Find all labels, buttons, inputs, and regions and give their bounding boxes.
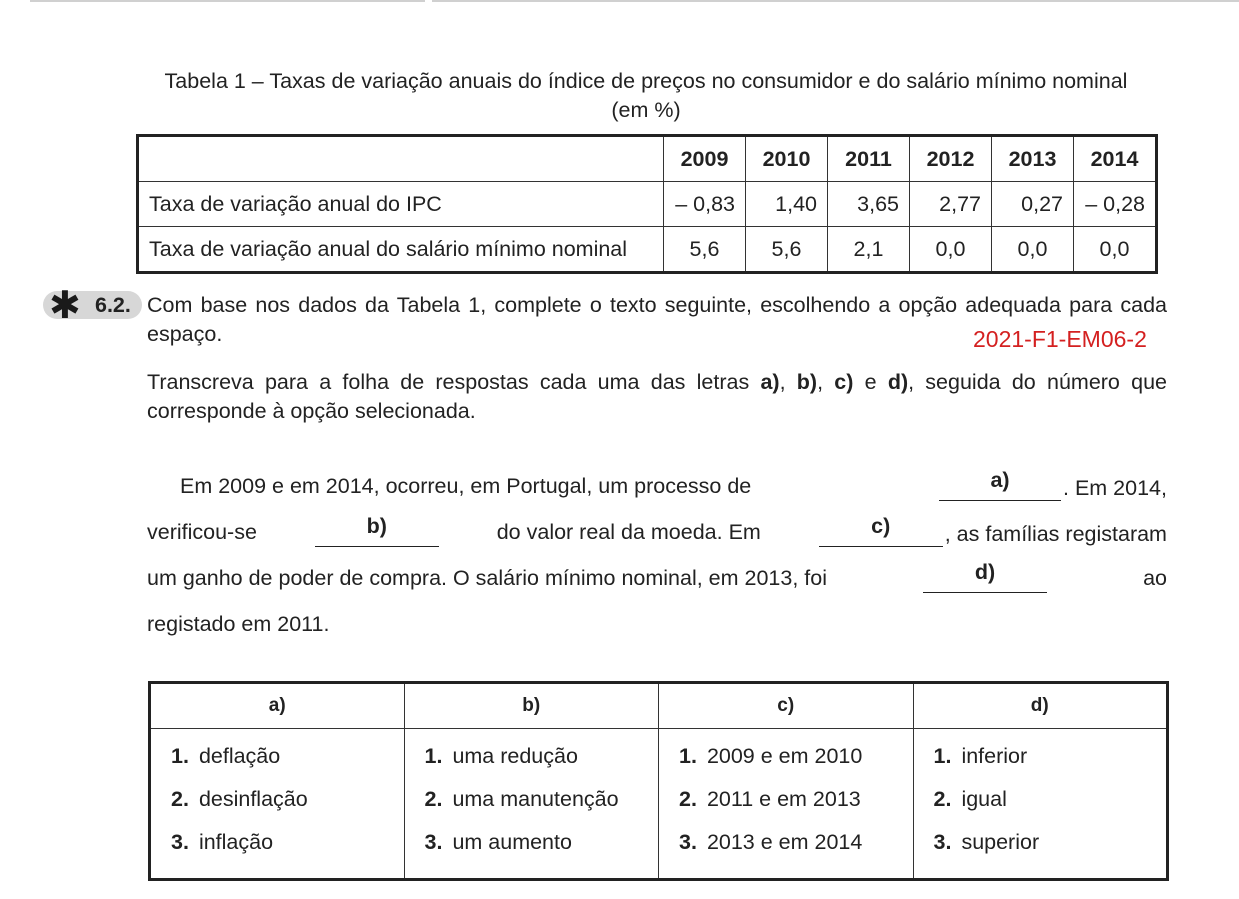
option-item xyxy=(934,741,1167,784)
option-text: 2009 e em 2010 xyxy=(706,744,863,768)
asterisk-icon: ✱ xyxy=(49,285,81,327)
option-text: uma manutenção xyxy=(452,787,619,811)
top-divider-right xyxy=(432,0,1239,2)
fill-segment: ao xyxy=(1143,566,1167,590)
letter: a) xyxy=(760,370,780,394)
options-header: d) xyxy=(913,683,1168,729)
option-text: uma redução xyxy=(452,744,578,768)
table-cell: – 0,28 xyxy=(1074,182,1157,227)
option-number: 1. xyxy=(424,744,443,768)
fill-segment: , as famílias registaram xyxy=(944,522,1167,546)
table-header-row xyxy=(138,136,1157,182)
blank-label: c) xyxy=(871,514,891,538)
table-cell: 2,77 xyxy=(910,182,992,227)
option-item xyxy=(679,741,913,784)
blank-label: b) xyxy=(366,514,387,538)
table-cell: 0,0 xyxy=(1074,227,1157,273)
question-number: 6.2. xyxy=(95,293,131,317)
letter: b) xyxy=(796,370,818,394)
options-header-row xyxy=(150,683,1168,729)
fill-segment: um ganho de poder de compra. O salário mínimo nominal, em 2013, foi xyxy=(147,566,828,590)
option-item xyxy=(171,827,404,870)
letter: c) xyxy=(834,370,854,394)
option-item xyxy=(679,784,913,827)
table-cell: 0,0 xyxy=(910,227,992,273)
options-column-c xyxy=(659,729,914,880)
option-text: superior xyxy=(961,830,1040,854)
top-divider-left xyxy=(30,0,425,2)
option-text: 2013 e em 2014 xyxy=(706,830,863,854)
option-text: inflação xyxy=(198,830,274,854)
table-cell: 2,1 xyxy=(828,227,910,273)
fill-segment: Em 2009 e em 2014, ocorreu, em Portugal, um processo de xyxy=(180,474,752,498)
fill-segment: do valor real da moeda. Em xyxy=(496,520,761,544)
year-header: 2013 xyxy=(992,136,1074,182)
fill-line-4 xyxy=(147,612,1167,637)
blank-label: a) xyxy=(990,468,1010,492)
table-row-wage xyxy=(138,227,1157,273)
option-item xyxy=(679,827,913,870)
caption-line-2: (em %) xyxy=(611,98,681,122)
option-text: inferior xyxy=(961,744,1028,768)
option-number: 3. xyxy=(171,830,189,854)
table-cell: – 0,83 xyxy=(664,182,746,227)
option-number: 1. xyxy=(933,744,952,768)
option-item xyxy=(425,827,659,870)
options-body-row xyxy=(150,729,1168,880)
table-cell: 5,6 xyxy=(746,227,828,273)
options-header: c) xyxy=(659,683,914,729)
option-item xyxy=(171,741,404,784)
year-header: 2010 xyxy=(746,136,828,182)
option-item xyxy=(934,827,1167,870)
year-header: 2012 xyxy=(910,136,992,182)
letter: d) xyxy=(887,370,909,394)
blank-a xyxy=(939,468,1061,501)
blank-c xyxy=(819,514,943,547)
question-number-badge xyxy=(43,285,142,327)
fill-segment: verificou-se xyxy=(147,520,257,544)
options-header: a) xyxy=(150,683,405,729)
instruction-part: Transcreva para a folha de respostas cada uma das letras xyxy=(147,370,761,394)
option-number: 1. xyxy=(679,744,697,768)
table-cell: 1,40 xyxy=(746,182,828,227)
fill-segment xyxy=(817,514,1167,547)
option-text: desinflação xyxy=(198,787,308,811)
row-label: Taxa de variação anual do salário mínimo nominal xyxy=(138,227,664,273)
option-item xyxy=(425,741,659,784)
option-number: 3. xyxy=(424,830,443,854)
fill-segment: . Em 2014, xyxy=(1063,476,1167,500)
option-number: 2. xyxy=(679,787,697,811)
caption-line-1: Tabela 1 – Taxas de variação anuais do índice de preços no consumidor e do salário mínimo nominal xyxy=(164,69,1128,93)
option-number: 1. xyxy=(171,744,189,768)
option-number: 2. xyxy=(424,787,443,811)
year-header: 2011 xyxy=(828,136,910,182)
table-cell: 5,6 xyxy=(664,227,746,273)
option-item xyxy=(934,784,1167,827)
fill-segment xyxy=(937,468,1167,501)
fill-line-3 xyxy=(147,560,1167,593)
fill-line-2 xyxy=(147,514,1167,547)
fill-line-1 xyxy=(180,468,1167,501)
blank-label: d) xyxy=(974,560,996,584)
table-caption xyxy=(130,67,1162,125)
table-row-ipc xyxy=(138,182,1157,227)
year-header: 2009 xyxy=(664,136,746,182)
option-number: 2. xyxy=(933,787,952,811)
blank-b xyxy=(315,514,439,547)
option-item xyxy=(171,784,404,827)
instruction-part: , seguida do número que corresponde à opção selecionada. xyxy=(147,370,1167,423)
inflation-wage-table xyxy=(136,134,1158,274)
options-table xyxy=(148,681,1169,881)
table-cell: 3,65 xyxy=(828,182,910,227)
row-label: Taxa de variação anual do IPC xyxy=(138,182,664,227)
table-cell: 0,27 xyxy=(992,182,1074,227)
option-number: 2. xyxy=(171,787,189,811)
option-text: igual xyxy=(961,787,1007,811)
option-item xyxy=(425,784,659,827)
option-number: 3. xyxy=(679,830,697,854)
options-column-a xyxy=(150,729,405,880)
options-header: b) xyxy=(404,683,659,729)
instruction-text: Transcreva para a folha de respostas cada uma das letras a), b), c) e d), seguida do número que corresponde à opção selecionada. xyxy=(147,370,1167,423)
options-column-b xyxy=(404,729,659,880)
blank-d xyxy=(923,560,1047,593)
year-header: 2014 xyxy=(1074,136,1157,182)
option-text: 2011 e em 2013 xyxy=(706,787,861,811)
question-text: Com base nos dados da Tabela 1, complete o texto seguinte, escolhendo a opção adequada para cada espaço. xyxy=(147,293,1167,346)
fill-segment: registado em 2011. xyxy=(147,612,330,636)
option-text: deflação xyxy=(198,744,281,768)
empty-header-cell xyxy=(138,136,664,182)
option-text: um aumento xyxy=(452,830,572,854)
option-number: 3. xyxy=(933,830,952,854)
table-cell: 0,0 xyxy=(992,227,1074,273)
options-column-d xyxy=(913,729,1168,880)
question-code: 2021-F1-EM06-2 xyxy=(973,326,1147,352)
